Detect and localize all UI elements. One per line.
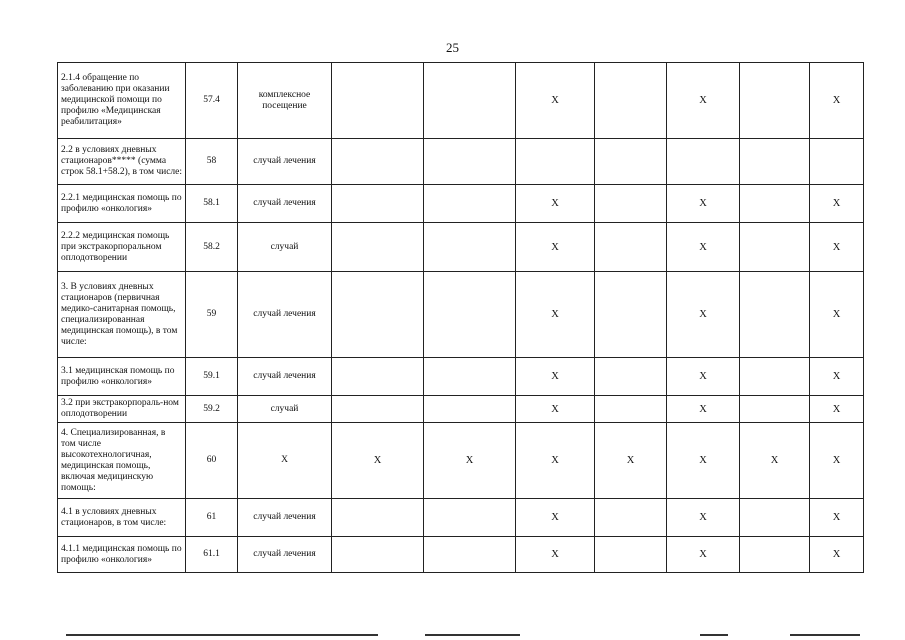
mark-cell: X xyxy=(810,185,864,223)
table-row xyxy=(58,185,864,223)
mark-cell: X xyxy=(667,223,740,272)
mark-cell xyxy=(332,499,424,537)
mark-cell xyxy=(595,139,667,185)
bottom-rule xyxy=(700,634,728,636)
mark-cell xyxy=(516,139,595,185)
mark-cell xyxy=(595,63,667,139)
mark-cell xyxy=(595,185,667,223)
row-unit-cell: случай лечения xyxy=(238,499,332,537)
mark-cell: X xyxy=(810,499,864,537)
mark-cell xyxy=(424,537,516,573)
row-unit-cell: случай лечения xyxy=(238,358,332,396)
table-row xyxy=(58,499,864,537)
table-row xyxy=(58,396,864,423)
mark-cell xyxy=(740,272,810,358)
row-code-cell: 59.2 xyxy=(186,396,238,423)
mark-cell xyxy=(595,499,667,537)
bottom-rule xyxy=(425,634,520,636)
mark-cell xyxy=(332,63,424,139)
mark-cell xyxy=(424,185,516,223)
row-unit-cell: случай лечения xyxy=(238,185,332,223)
mark-cell: X xyxy=(516,272,595,358)
row-name-cell: 3. В условиях дневных стационаров (первичная медико-санитарная помощь, специализированная медицинская помощь), в том числе: xyxy=(58,272,186,358)
mark-cell: X xyxy=(667,537,740,573)
mark-cell: X xyxy=(810,537,864,573)
mark-cell: X xyxy=(667,272,740,358)
mark-cell: X xyxy=(667,396,740,423)
row-name-cell: 2.1.4 обращение по заболеванию при оказании медицинской помощи по профилю «Медицинская реабилитация» xyxy=(58,63,186,139)
mark-cell xyxy=(332,272,424,358)
mark-cell xyxy=(810,139,864,185)
bottom-rule xyxy=(790,634,860,636)
row-code-cell: 58.2 xyxy=(186,223,238,272)
mark-cell xyxy=(595,272,667,358)
mark-cell xyxy=(332,185,424,223)
mark-cell xyxy=(740,396,810,423)
mark-cell: X xyxy=(810,423,864,499)
mark-cell xyxy=(595,396,667,423)
mark-cell xyxy=(332,537,424,573)
row-unit-cell: случай лечения xyxy=(238,272,332,358)
page-number: 25 xyxy=(446,40,459,55)
mark-cell xyxy=(740,358,810,396)
row-unit-cell: случай лечения xyxy=(238,139,332,185)
row-code-cell: 58.1 xyxy=(186,185,238,223)
mark-cell: X xyxy=(810,358,864,396)
mark-cell xyxy=(424,499,516,537)
row-unit-cell: случай xyxy=(238,396,332,423)
table-row xyxy=(58,423,864,499)
mark-cell: X xyxy=(667,499,740,537)
mark-cell: X xyxy=(516,396,595,423)
row-name-cell: 4. Специализированная, в том числе высокотехнологичная, медицинская помощь, включая медицинскую помощь: xyxy=(58,423,186,499)
bottom-rule xyxy=(66,634,378,636)
mark-cell xyxy=(424,396,516,423)
mark-cell xyxy=(740,499,810,537)
row-name-cell: 2.2 в условиях дневных стационаров***** (сумма строк 58.1+58.2), в том числе: xyxy=(58,139,186,185)
row-code-cell: 61.1 xyxy=(186,537,238,573)
mark-cell xyxy=(595,223,667,272)
mark-cell xyxy=(595,537,667,573)
table-row xyxy=(58,139,864,185)
mark-cell xyxy=(332,358,424,396)
mark-cell xyxy=(424,139,516,185)
table-row xyxy=(58,272,864,358)
mark-cell: X xyxy=(740,423,810,499)
mark-cell: X xyxy=(810,223,864,272)
mark-cell: X xyxy=(516,223,595,272)
row-name-cell: 3.2 при экстракорпораль-ном оплодотворении xyxy=(58,396,186,423)
row-unit-cell: X xyxy=(238,423,332,499)
mark-cell: X xyxy=(516,63,595,139)
row-code-cell: 58 xyxy=(186,139,238,185)
mark-cell xyxy=(332,396,424,423)
row-name-cell: 4.1 в условиях дневных стационаров, в том числе: xyxy=(58,499,186,537)
mark-cell xyxy=(740,537,810,573)
mark-cell: X xyxy=(810,63,864,139)
mark-cell: X xyxy=(516,499,595,537)
mark-cell: X xyxy=(516,423,595,499)
row-unit-cell: комплексное посещение xyxy=(238,63,332,139)
mark-cell xyxy=(740,223,810,272)
table-row xyxy=(58,358,864,396)
mark-cell: X xyxy=(667,185,740,223)
table-row xyxy=(58,63,864,139)
mark-cell xyxy=(424,358,516,396)
row-code-cell: 61 xyxy=(186,499,238,537)
row-name-cell: 3.1 медицинская помощь по профилю «онкология» xyxy=(58,358,186,396)
table-row xyxy=(58,537,864,573)
row-unit-cell: случай xyxy=(238,223,332,272)
row-code-cell: 60 xyxy=(186,423,238,499)
mark-cell xyxy=(667,139,740,185)
row-code-cell: 57.4 xyxy=(186,63,238,139)
mark-cell: X xyxy=(667,358,740,396)
mark-cell: X xyxy=(516,358,595,396)
row-unit-cell: случай лечения xyxy=(238,537,332,573)
data-table xyxy=(57,62,864,573)
mark-cell xyxy=(424,223,516,272)
mark-cell xyxy=(740,139,810,185)
mark-cell: X xyxy=(810,272,864,358)
mark-cell xyxy=(424,272,516,358)
row-name-cell: 2.2.2 медицинская помощь при экстракорпоральном оплодотворении xyxy=(58,223,186,272)
mark-cell: X xyxy=(810,396,864,423)
mark-cell xyxy=(740,185,810,223)
mark-cell xyxy=(332,223,424,272)
table-row xyxy=(58,223,864,272)
row-name-cell: 4.1.1 медицинская помощь по профилю «онкология» xyxy=(58,537,186,573)
mark-cell xyxy=(740,63,810,139)
mark-cell: X xyxy=(667,423,740,499)
mark-cell xyxy=(332,139,424,185)
mark-cell xyxy=(595,358,667,396)
mark-cell: X xyxy=(332,423,424,499)
mark-cell: X xyxy=(516,537,595,573)
mark-cell xyxy=(424,63,516,139)
row-code-cell: 59.1 xyxy=(186,358,238,396)
row-name-cell: 2.2.1 медицинская помощь по профилю «онкология» xyxy=(58,185,186,223)
row-code-cell: 59 xyxy=(186,272,238,358)
mark-cell: X xyxy=(424,423,516,499)
mark-cell: X xyxy=(667,63,740,139)
mark-cell: X xyxy=(516,185,595,223)
mark-cell: X xyxy=(595,423,667,499)
